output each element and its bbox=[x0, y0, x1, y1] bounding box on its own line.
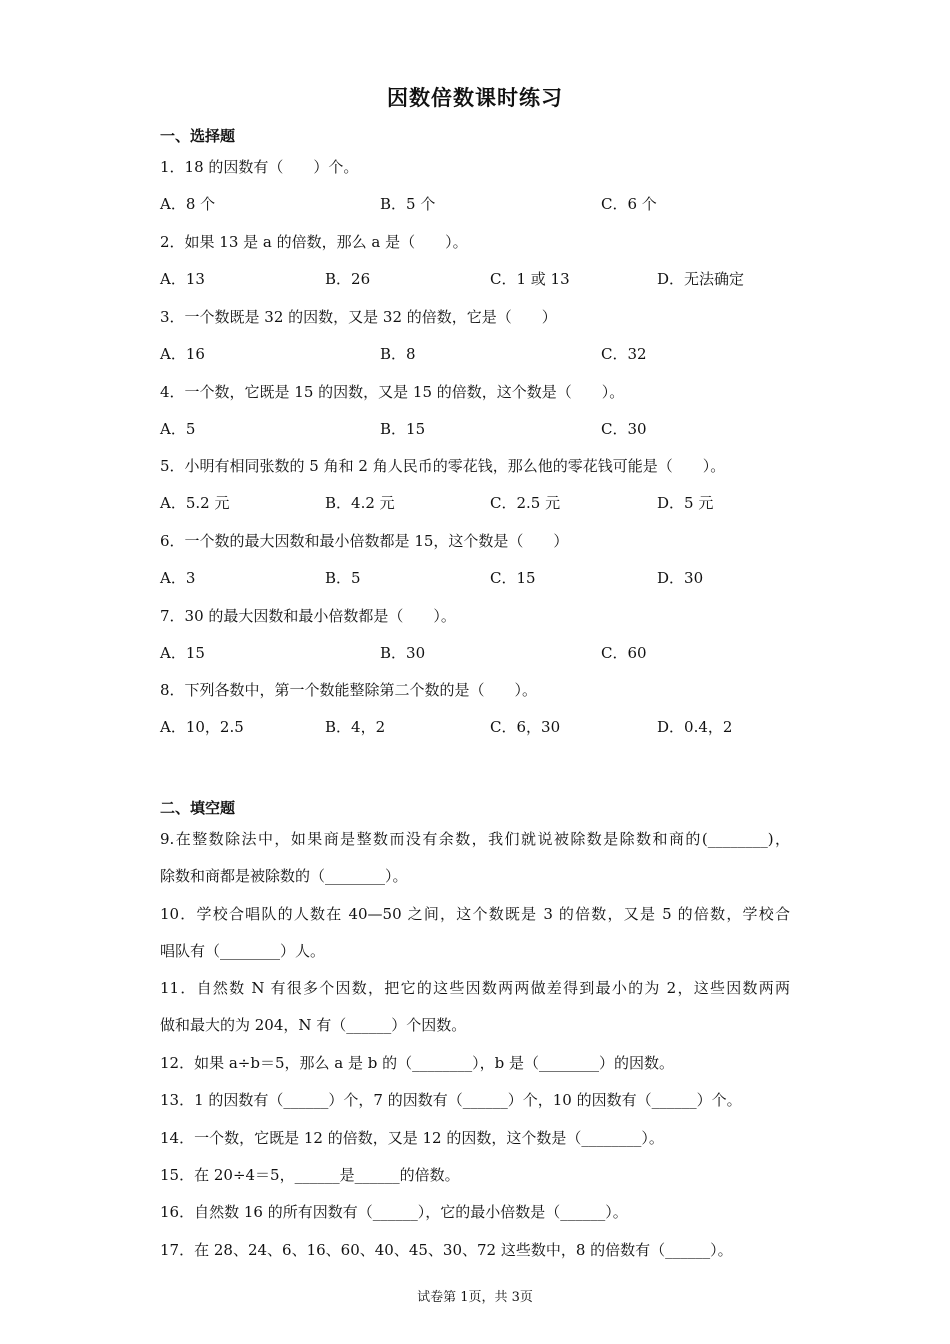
options-2 bbox=[160, 268, 800, 290]
option-b: B．15 bbox=[380, 420, 426, 438]
option-c: C．2.5 元 bbox=[490, 494, 561, 512]
question-1: 1．18 的因数有（ ）个。 bbox=[160, 158, 359, 176]
page-title: 因数倍数课时练习 bbox=[387, 85, 563, 110]
question-17: 17．在 28、24、6、16、60、40、45、30、72 这些数中，8 的倍数有（______）。 bbox=[160, 1241, 733, 1259]
option-c: C．6，30 bbox=[490, 718, 561, 736]
question-3: 3．一个数既是 32 的因数，又是 32 的倍数，它是（ ） bbox=[160, 308, 557, 326]
option-a: A．5.2 元 bbox=[160, 494, 230, 512]
question-11-line-2: 做和最大的为 204，N 有（______）个因数。 bbox=[160, 1016, 467, 1034]
option-a: A．15 bbox=[160, 644, 205, 662]
options-6 bbox=[160, 567, 800, 589]
options-4 bbox=[160, 418, 800, 440]
options-3 bbox=[160, 343, 800, 365]
question-11-line-1: 11．自然数 N 有很多个因数，把它的这些因数两两做差得到最小的为 2，这些因数两两 bbox=[160, 979, 790, 997]
options-8 bbox=[160, 716, 800, 738]
question-13: 13．1 的因数有（______）个，7 的因数有（______）个，10 的因数有（______）个。 bbox=[160, 1091, 742, 1109]
option-d: D．5 元 bbox=[657, 494, 714, 512]
section-heading-choice: 一、选择题 bbox=[160, 127, 236, 145]
question-14: 14．一个数，它既是 12 的倍数，又是 12 的因数，这个数是（________）。 bbox=[160, 1129, 664, 1147]
option-b: B．26 bbox=[325, 270, 371, 288]
option-b: B．30 bbox=[380, 644, 426, 662]
options-5 bbox=[160, 492, 800, 514]
question-10-line-1: 10．学校合唱队的人数在 40—50 之间，这个数既是 3 的倍数，又是 5 的倍数，学校合 bbox=[160, 905, 790, 923]
option-b: B．4，2 bbox=[325, 718, 386, 736]
question-8: 8．下列各数中，第一个数能整除第二个数的是（ ）。 bbox=[160, 681, 538, 699]
question-9-line-2: 除数和商都是被除数的（________）。 bbox=[160, 867, 408, 885]
page-footer: 试卷第 1页，共 3页 bbox=[417, 1290, 533, 1305]
question-4: 4．一个数，它既是 15 的因数，又是 15 的倍数，这个数是（ ）。 bbox=[160, 383, 625, 401]
option-a: A．16 bbox=[160, 345, 205, 363]
option-b: B．5 bbox=[325, 569, 361, 587]
option-d: D．30 bbox=[657, 569, 704, 587]
option-a: A．3 bbox=[160, 569, 196, 587]
option-c: C．60 bbox=[601, 644, 647, 662]
option-c: C．6 个 bbox=[601, 195, 657, 213]
question-7: 7．30 的最大因数和最小倍数都是（ ）。 bbox=[160, 607, 456, 625]
question-16: 16．自然数 16 的所有因数有（______），它的最小倍数是（______）。 bbox=[160, 1203, 628, 1221]
question-6: 6．一个数的最大因数和最小倍数都是 15，这个数是（ ） bbox=[160, 532, 569, 550]
option-c: C．15 bbox=[490, 569, 536, 587]
option-b: B．8 bbox=[380, 345, 416, 363]
option-d: D．无法确定 bbox=[657, 270, 745, 288]
section-heading-fill: 二、填空题 bbox=[160, 799, 236, 817]
options-1 bbox=[160, 193, 800, 215]
option-b: B．4.2 元 bbox=[325, 494, 395, 512]
option-c: C．30 bbox=[601, 420, 647, 438]
question-9-line-1: 9.在整数除法中，如果商是整数而没有余数，我们就说被除数是除数和商的(________)， bbox=[160, 830, 790, 848]
question-15: 15．在 20÷4＝5，______是______的倍数。 bbox=[160, 1166, 460, 1184]
option-a: A．5 bbox=[160, 420, 196, 438]
question-2: 2．如果 13 是 a 的倍数，那么 a 是（ ）。 bbox=[160, 233, 468, 251]
option-d: D．0.4，2 bbox=[657, 718, 733, 736]
option-b: B．5 个 bbox=[380, 195, 436, 213]
question-12: 12．如果 a÷b＝5，那么 a 是 b 的（________），b 是（________）的因数。 bbox=[160, 1054, 675, 1072]
option-c: C．32 bbox=[601, 345, 647, 363]
question-10-line-2: 唱队有（________）人。 bbox=[160, 942, 326, 960]
options-7 bbox=[160, 642, 800, 664]
option-a: A．13 bbox=[160, 270, 205, 288]
option-a: A．10，2.5 bbox=[160, 718, 244, 736]
question-5: 5．小明有相同张数的 5 角和 2 角人民币的零花钱，那么他的零花钱可能是（ ）。 bbox=[160, 457, 726, 475]
option-a: A．8 个 bbox=[160, 195, 216, 213]
option-c: C．1 或 13 bbox=[490, 270, 570, 288]
